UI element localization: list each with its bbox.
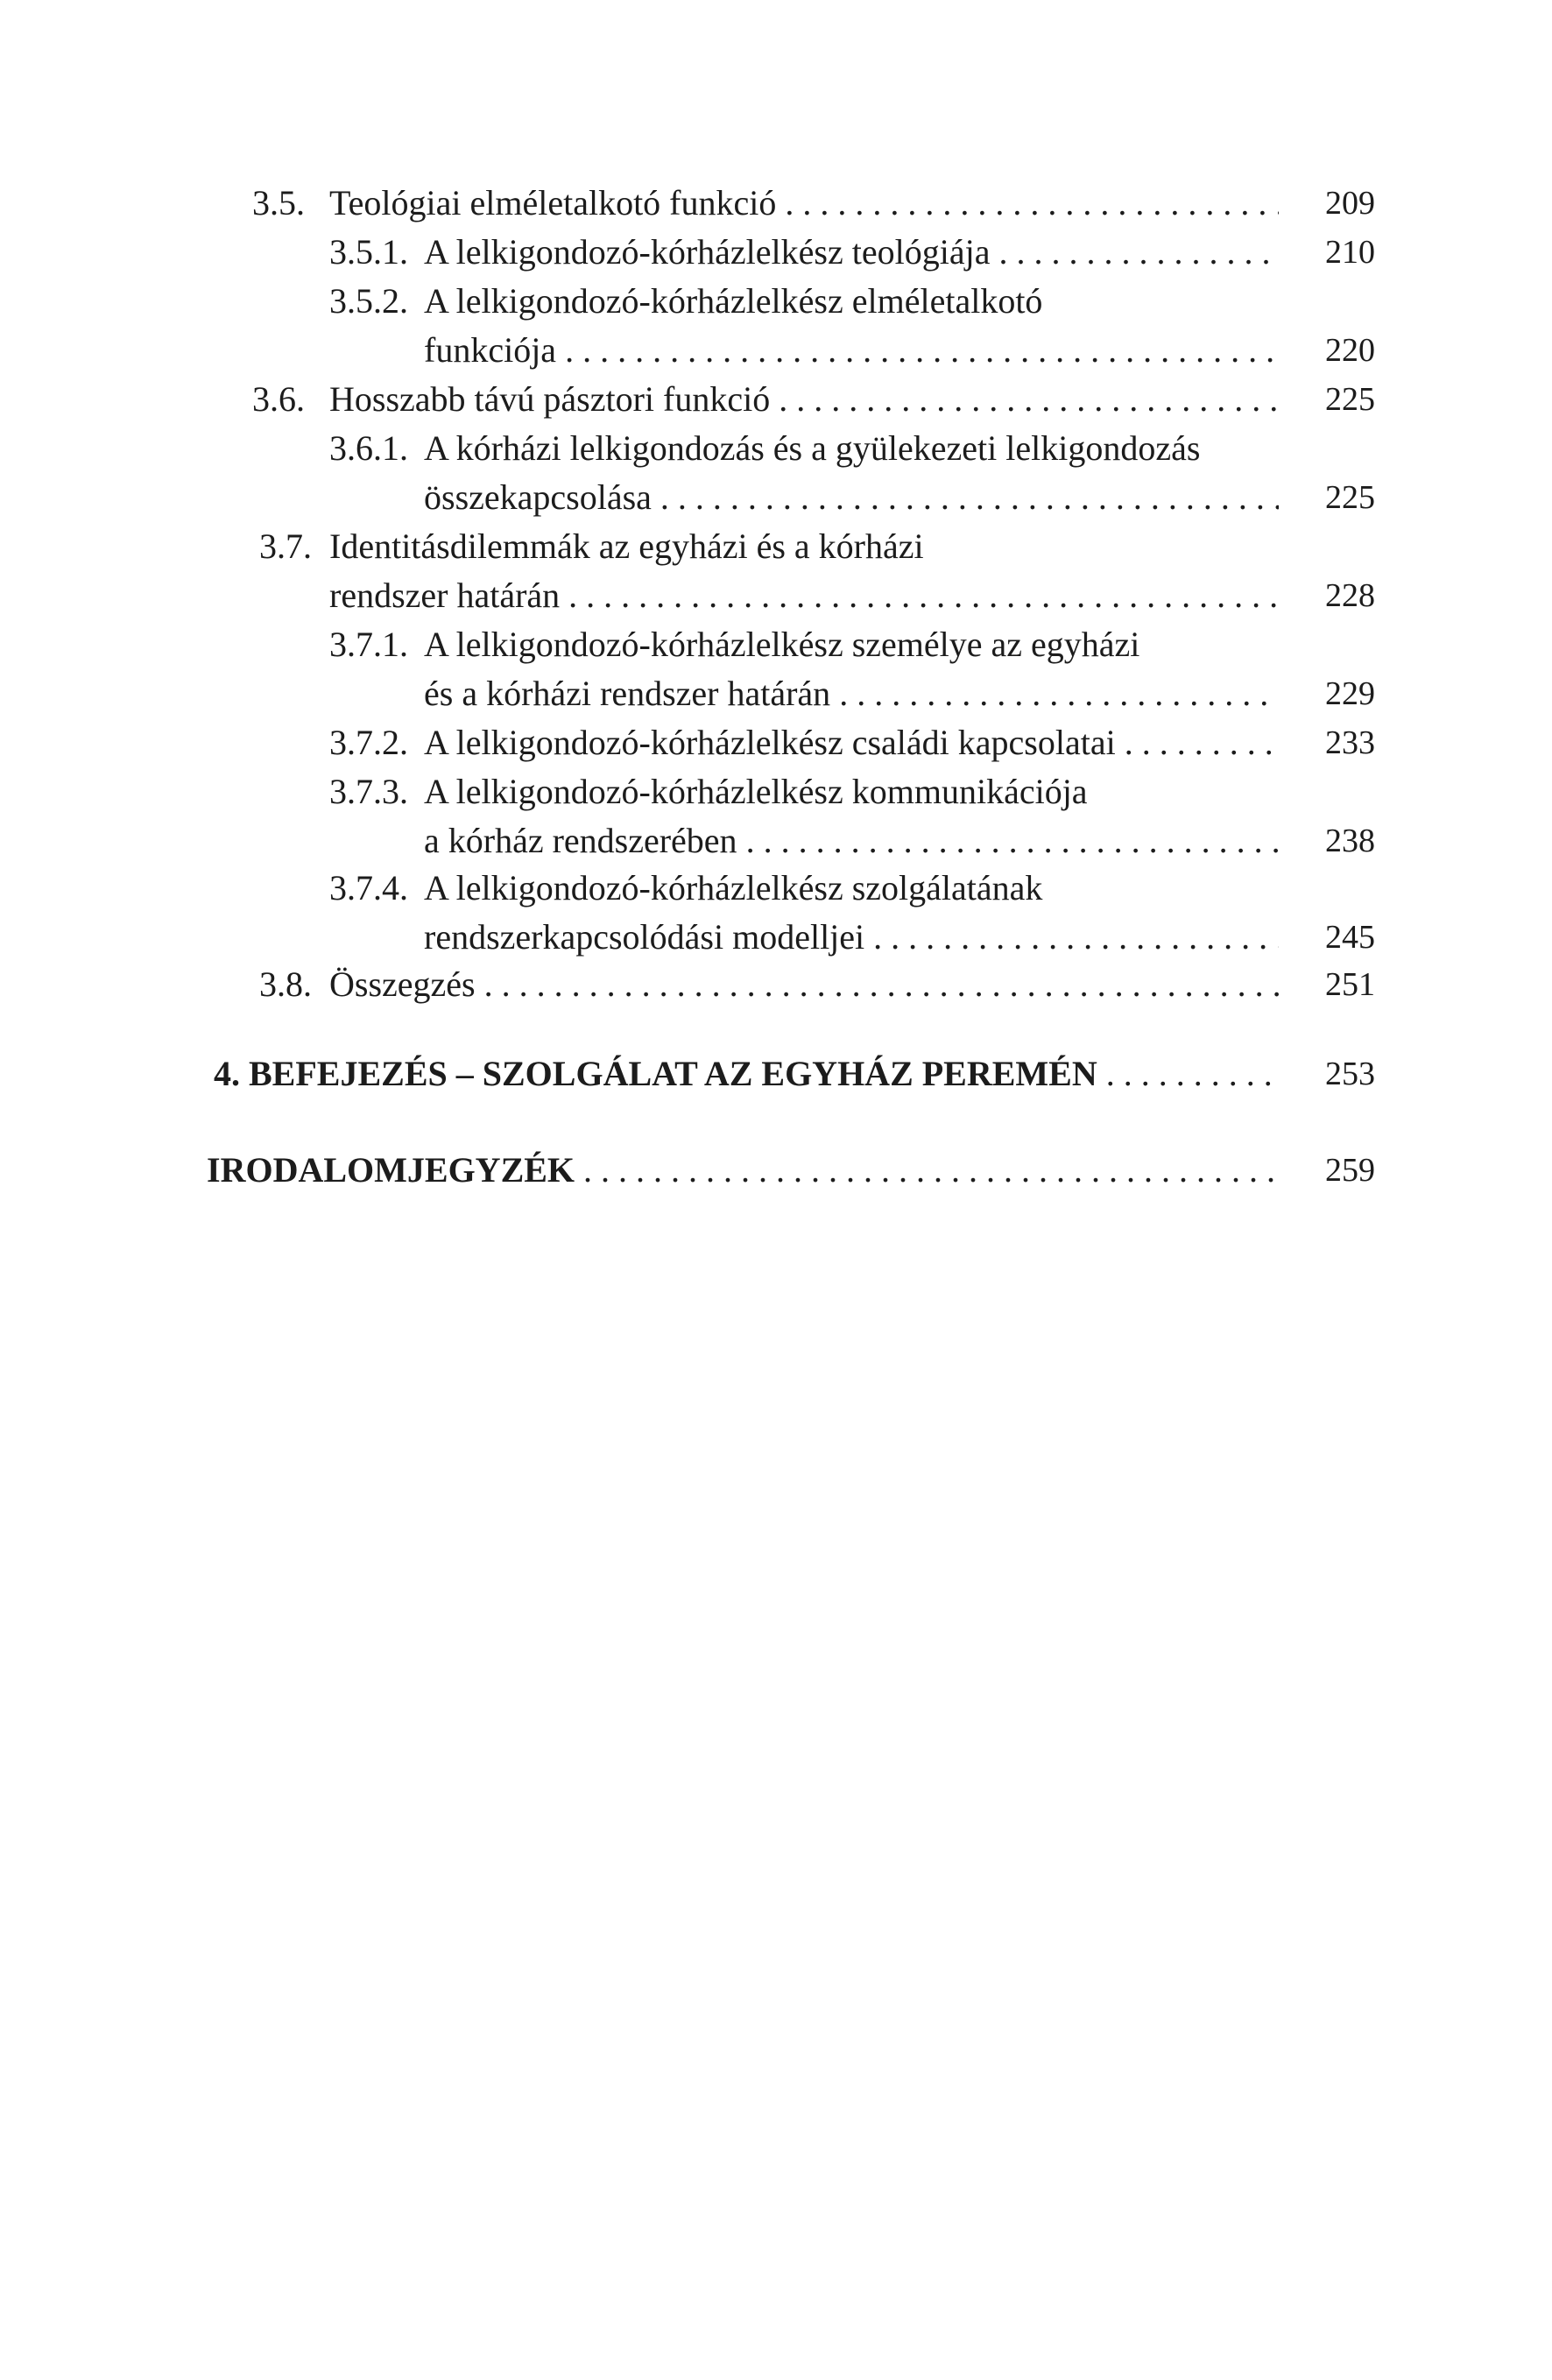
toc-page-number: 225 [1325,479,1375,516]
dot-leader [568,571,1279,620]
dot-leader [583,1146,1279,1195]
toc-title-continued: rendszerkapcsolódási modelljei [424,917,865,957]
toc-title-line [329,571,1284,620]
toc-title: A lelkigondozó-kórházlelkész elméletalkotó [424,281,1043,321]
toc-title-line [207,1146,1284,1195]
toc-title-continued: összekapcsolása [424,477,652,517]
toc-title-line [329,179,1284,228]
toc-page-number: 245 [1325,919,1375,956]
toc-title-line [424,326,1284,375]
toc-title-line [424,228,1284,277]
toc-title-continued: és a kórházi rendszer határán [424,674,831,713]
toc-number: 3.7.2. [329,723,408,762]
toc-title-line [214,1049,1284,1098]
toc-number: 3.7.1. [329,625,408,664]
toc-page-number: 233 [1325,724,1375,761]
toc-title: A lelkigondozó-kórházlelkész személye az egyházi [424,625,1140,664]
dot-leader [779,375,1279,424]
dot-leader [565,326,1279,375]
toc-number: 3.5.1. [329,232,408,272]
toc-title: A kórházi lelkigondozás és a gyülekezeti lelkigondozás [424,428,1201,468]
dot-leader [839,669,1279,718]
toc-number: 3.8. [259,964,312,1004]
toc-title-line [424,767,1088,816]
toc-title-line [424,669,1284,718]
toc-page-number: 220 [1325,332,1375,369]
toc-number: 3.6.1. [329,428,408,468]
toc-title-line [424,620,1139,669]
toc-number: 3.7.3. [329,772,408,811]
dot-leader [484,960,1279,1009]
toc-title-line [329,960,1284,1009]
dot-leader [746,816,1279,865]
toc-title-line [424,718,1284,767]
toc-title: Összegzés [329,964,476,1004]
toc-title: A lelkigondozó-kórházlelkész családi kapcsolatai [424,723,1116,762]
toc-title-continued: a kórház rendszerében [424,821,737,860]
dot-leader [660,473,1279,522]
toc-page-number: 228 [1325,577,1375,614]
toc-page-number: 225 [1325,381,1375,418]
dot-leader [998,228,1279,277]
toc-title-line [329,375,1284,424]
toc-page-number: 238 [1325,823,1375,859]
toc-title: A lelkigondozó-kórházlelkész kommunikációja [424,772,1088,811]
toc-chapter-title: IRODALOMJEGYZÉK [207,1150,575,1190]
dot-leader [1106,1049,1279,1098]
toc-number: 3.7. [259,526,312,566]
toc-title-line [329,522,924,571]
dot-leader [873,913,1279,962]
toc-title-line [424,473,1284,522]
toc-title: Identitásdilemmák az egyházi és a kórházi [329,526,924,566]
toc-title: Teológiai elméletalkotó funkció [329,183,777,222]
toc-title-line [424,816,1284,865]
dot-leader [785,179,1279,228]
toc-page-number: 209 [1325,185,1375,222]
toc-title-line [424,864,1042,913]
toc-number: 3.7.4. [329,868,408,908]
toc-title-continued: rendszer határán [329,576,561,615]
toc-title: Hosszabb távú pásztori funkció [329,379,771,419]
toc-title: A lelkigondozó-kórházlelkész teológiája [424,232,991,272]
toc-title-line [424,277,1042,326]
dot-leader [1125,718,1279,767]
toc-chapter-title: 4. BEFEJEZÉS – SZOLGÁLAT AZ EGYHÁZ PEREMÉN [214,1054,1097,1093]
toc-number: 3.6. [252,379,305,419]
toc-number: 3.5.2. [329,281,408,321]
toc-number: 3.5. [252,183,305,222]
toc-title-line [424,424,1200,473]
toc-title: A lelkigondozó-kórházlelkész szolgálatának [424,868,1043,908]
toc-page-number: 259 [1325,1152,1375,1189]
toc-page-number: 229 [1325,675,1375,712]
toc-page-number: 210 [1325,234,1375,271]
toc-page-number: 253 [1325,1056,1375,1092]
toc-title-continued: funkciója [424,330,557,370]
toc-title-line [424,913,1284,962]
toc-page-number: 251 [1325,966,1375,1003]
